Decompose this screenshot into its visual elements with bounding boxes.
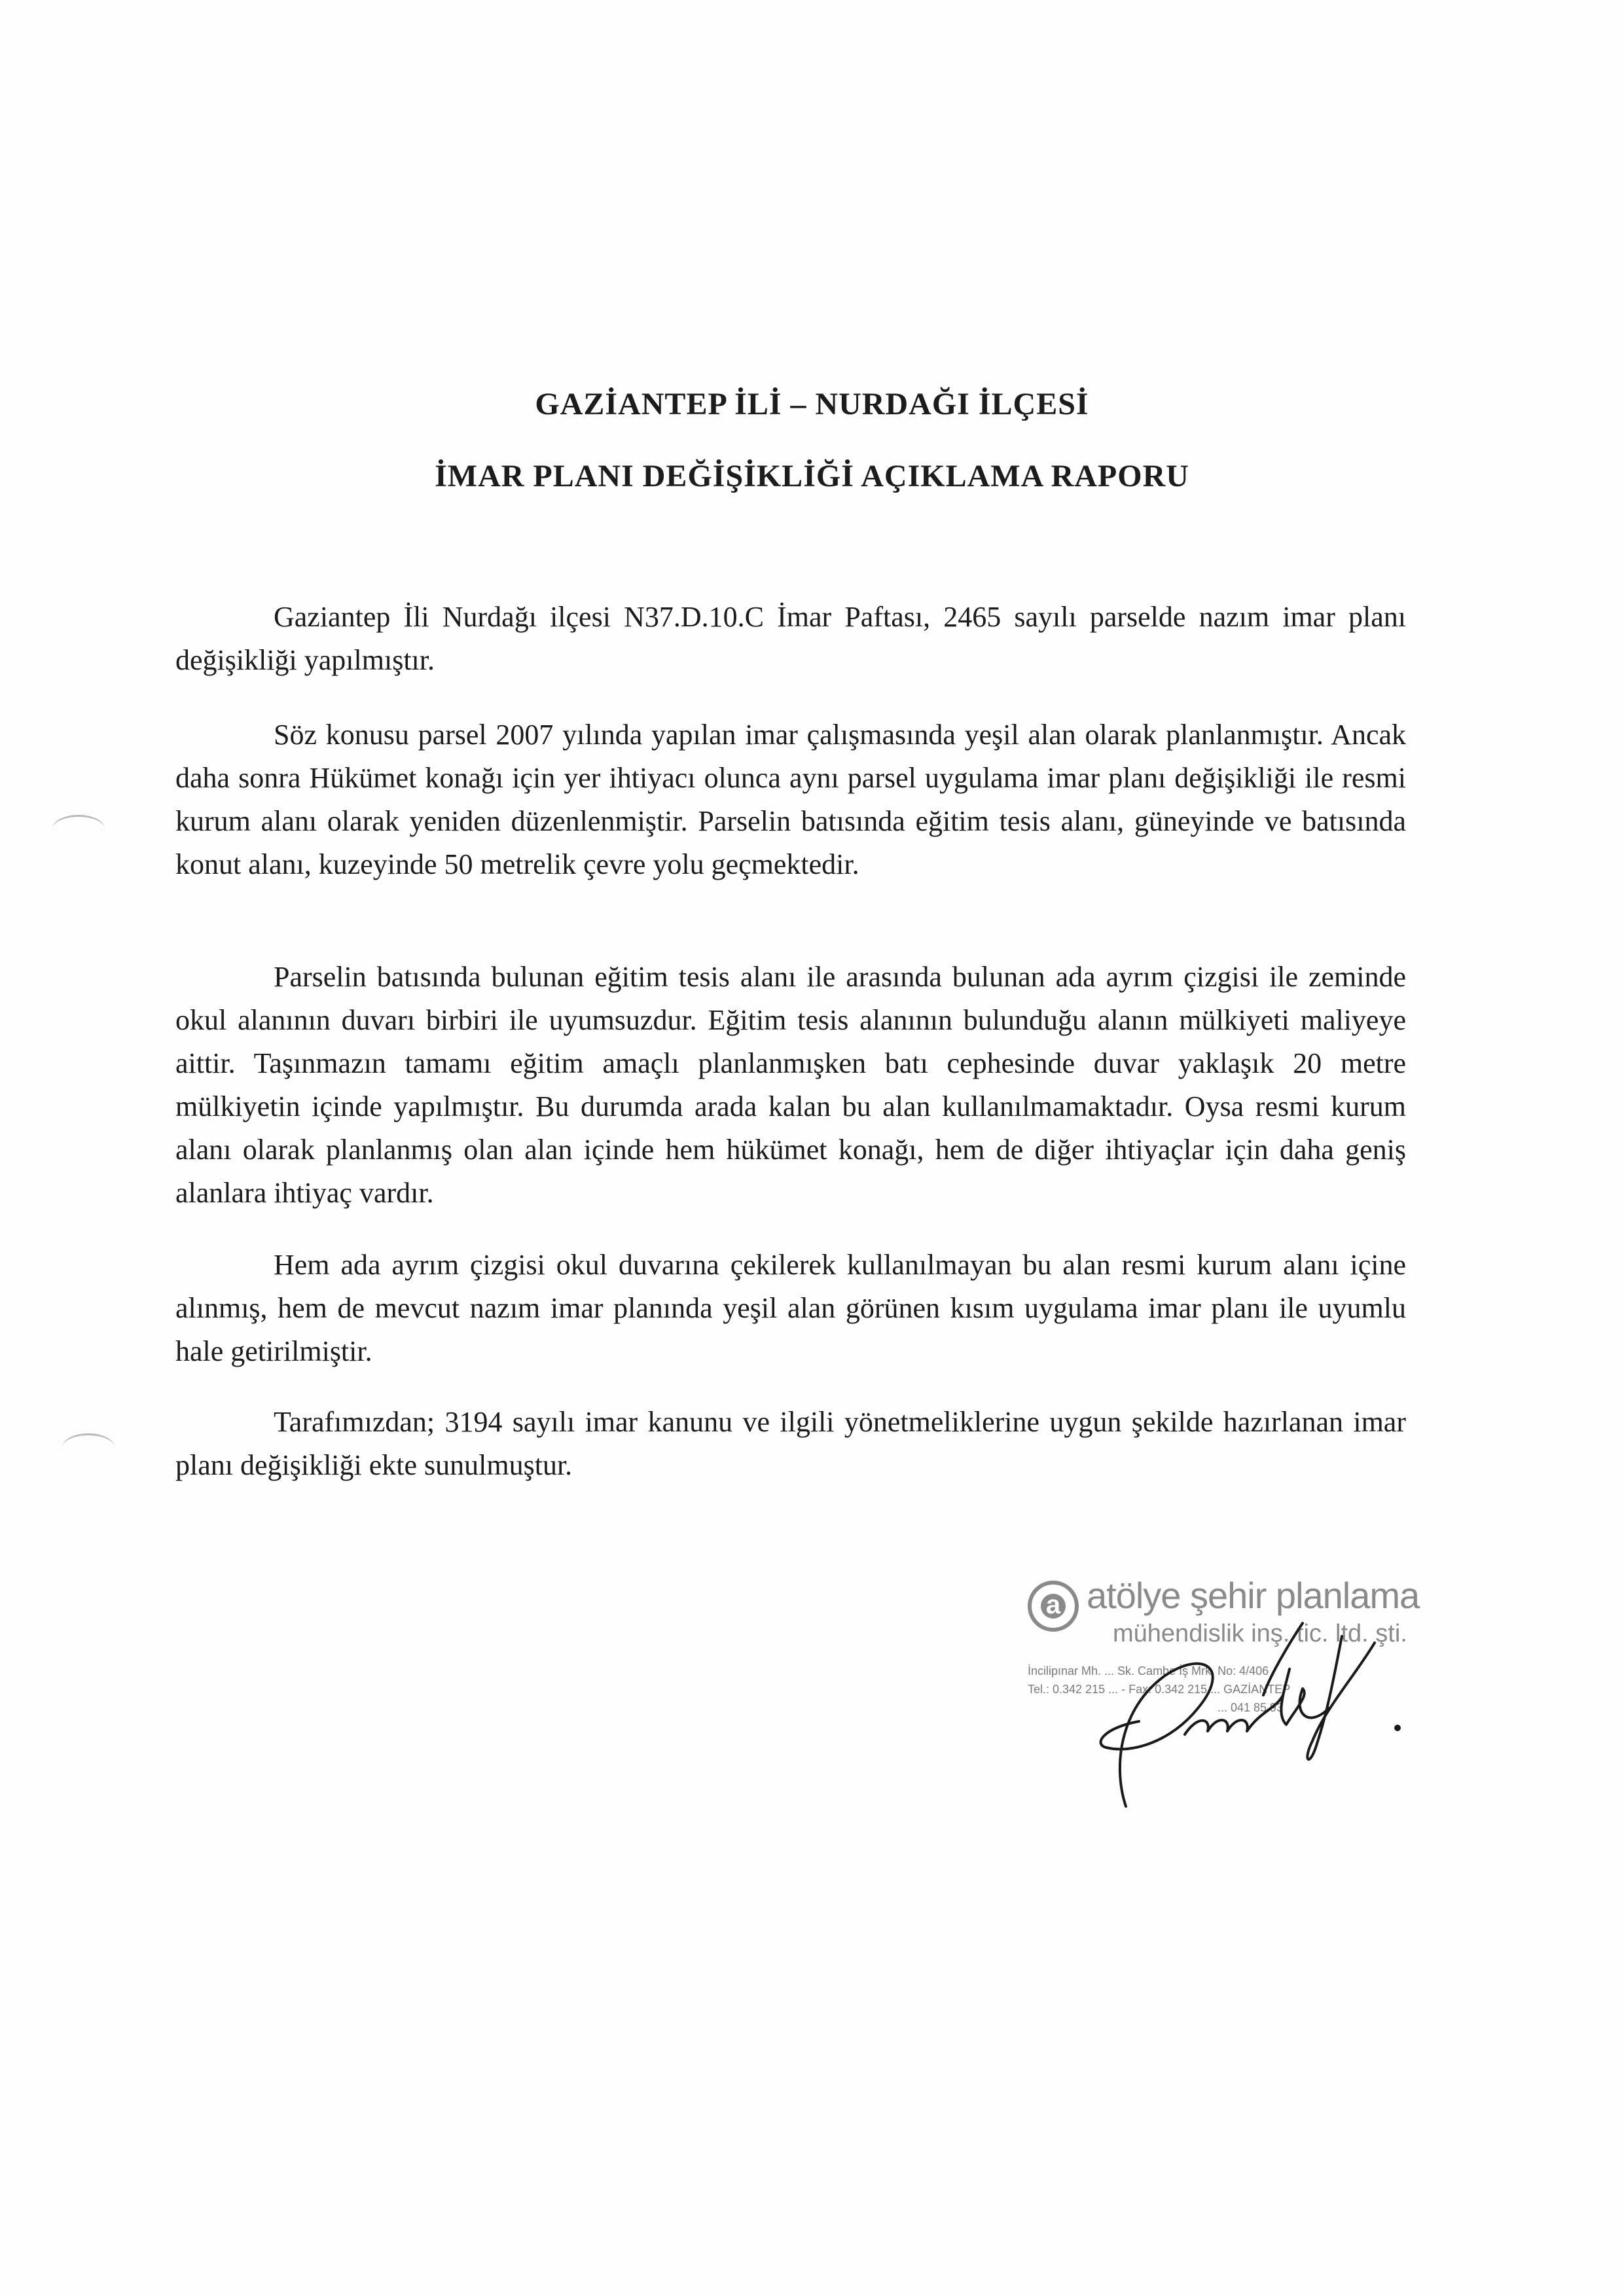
document-subtitle: İMAR PLANI DEĞİŞİKLİĞİ AÇIKLAMA RAPORU — [435, 459, 1189, 493]
punch-hole-mark — [52, 815, 105, 843]
paragraph-4: Hem ada ayrım çizgisi okul duvarına çekilerek kullanılmayan bu alan resmi kurum alanı içine alınmış, hem de mevcut nazım imar planında yeşil alan görünen kısım uygulama imar planı ile uyumlu hale getirilmiştir. — [175, 1249, 1406, 1367]
handwritten-signature — [1067, 1597, 1420, 1820]
stamp-address-line: İncilipınar Mh. ... Sk. Cambe İş Mrk. No: 4/406 — [1028, 1664, 1269, 1677]
stamp-phone-line: Tel.: 0.342 215 ... - Fax: 0.342 215 ... GAZİANTEP — [1028, 1683, 1291, 1696]
punch-hole-mark — [62, 1433, 115, 1462]
paragraph-3: Parselin batısında bulunan eğitim tesis alanı ile arasında bulunan ada ayrım çizgisi ile zeminde okul alanının duvarı birbiri ile uyumsuzdur. Eğitim tesis alanının bulunduğu alanın mülkiyeti maliyeye aittir. Taşınmazın tamamı eğitim amaçlı planlanmışken batı cephesinde duvar yaklaşık 20 metre mülkiyetin içinde yapılmıştır. Bu durumda arada kalan bu alan kullanılmamaktadır. Oysa resmi kurum alanı olarak planlanmış olan alan içinde hem hükümet konağı, hem de diğer ihtiyaçlar için daha geniş alanlara ihtiyaç vardır. — [175, 961, 1406, 1209]
circled-a-logo-icon: a — [1028, 1581, 1079, 1632]
paragraph-5: Tarafımızdan; 3194 sayılı imar kanunu ve ilgili yönetmeliklerine uygun şekilde hazırlanan imar planı değişikliği ekte sunulmuştur. — [175, 1406, 1406, 1481]
stamp-company-name: atölye şehir planlama — [1087, 1575, 1420, 1616]
stamp-tax-line: ... 041 85 93 — [1218, 1701, 1284, 1714]
paragraph-2: Söz konusu parsel 2007 yılında yapılan imar çalışmasında yeşil alan olarak planlanmıştır. Ancak daha sonra Hükümet konağı için yer ihtiyacı olunca aynı parsel uygulama imar planı değişikliği ile resmi kurum alanı olarak yeniden düzenlenmiştir. Parselin batısında eğitim tesis alanı, güneyinde ve batısında konut alanı, kuzeyinde 50 metrelik çevre yolu geçmektedir. — [175, 719, 1406, 880]
paragraph-1: Gaziantep İli Nurdağı ilçesi N37.D.10.C İmar Paftası, 2465 sayılı parselde nazım imar planı değişikliği yapılmıştır. — [175, 601, 1406, 676]
stamp-company-subtitle: mühendislik inş. tic. ltd. şti. — [1113, 1620, 1407, 1647]
document-title: GAZİANTEP İLİ – NURDAĞI İLÇESİ — [535, 387, 1089, 422]
